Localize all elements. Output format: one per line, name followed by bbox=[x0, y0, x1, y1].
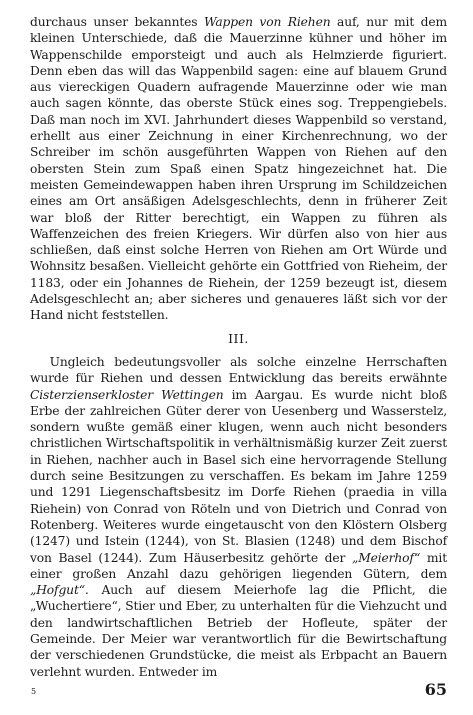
text-run: auf, nur mit dem kleinen Unterschiede, daß die Mauerzinne kühner und höher im Wappenschilde emporsteigt und auch als Helmzierde figuriert. Denn eben das will das Wappenbild sagen: eine auf blauem Grund aus viereckigen Quadern aufragende Mauerzinne oder wie man auch sagen könnte, das oberste Stück eines sog. Treppengiebels. Daß man noch im XVI. Jahrhundert dieses Wappenbild so verstand, erhellt aus einer Zeichnung in einer Kirchenrechnung, wo der Schreiber im schön ausgeführten Wappen von Riehen auf den obersten Stein zum Spaß einen Spatz hingezeichnet hat. Die meisten Gemeindewappen haben ihren Ursprung im Schildzeichen eines am Ort ansäßigen Adelsgeschlechts, denn in früherer Zeit war bloß der Ritter berechtigt, ein Wappen zu führen als Waffenzeichen des freien Kriegers. Wir dürfen also von hier aus schließen, daß einst solche Herren von Riehen am Ort Würde und Wohnsitz besaßen. Vielleicht gehörte ein Gottfried von Rieheim, der 1183, oder ein Johannes de Riehein, der 1259 bezeugt ist, diesem Adelsgeschlecht an; aber sicheres und genaueres läßt sich vor der Hand nicht feststellen. bbox=[30, 15, 448, 323]
text-run: . Auch auf diesem Meierhofe lag die Pflicht, die „Wuchertiere“, Stier und Eber, zu unterhalten für die Viehzucht und den landwirtschaftlichen Betrieb der Hofleute, später der Gemeinde. Der Meier war verantwortlich für die Bewirtschaftung der verschiedenen Grundstücke, die meist als Erbpacht an Bauern verlehnt wurden. Entweder im bbox=[30, 583, 447, 679]
text-run: Ungleich bedeutungsvoller als solche einzelne Herrschaften wurde für Riehen und dessen Entwicklung das bereits erwähnte bbox=[30, 354, 447, 386]
signature-mark: 5 bbox=[31, 687, 37, 696]
paragraph-1 bbox=[30, 14, 447, 324]
text-run: mit einer großen Anzahl dazu gehörigen liegenden Gütern, dem bbox=[30, 550, 448, 581]
body-text bbox=[30, 14, 447, 680]
text-run: durchaus unser bekanntes bbox=[30, 15, 204, 29]
text-run: im Aargau. Es wurde nicht bloß Erbe der zahlreichen Güter derer von Uesenberg und Wasserstelz, sondern wußte gemäß einer klugen, wenn auch nicht besonders christlichen Wirtschaftspolitik in verhältnismäßig kurzer Zeit zuerst in Riehen, nachher auch in Basel sich eine hervorragende Stellung durch seine Besitzungen zu verschaffen. Es bekam im Jahre 1259 und 1291 Liegenschaftsbesitz im Dorfe Riehen (praedia in villa Riehein) von Conrad von Röteln und von Dietrich und Conrad von Rotenberg. Weiteres wurde eingetauscht von den Klöstern Olsberg (1247) und Istein (1244), von St. Blasien (1248) und dem Bischof von Basel (1244). Zum Häuserbesitz gehörte der bbox=[30, 387, 447, 565]
italic-term-wappen: Wappen von Riehen bbox=[203, 15, 331, 29]
italic-term-meierhof: „Meierhof“ bbox=[351, 550, 421, 565]
paragraph-2 bbox=[30, 354, 447, 680]
italic-term-kloster: Cisterzienserkloster Wettingen bbox=[30, 387, 224, 402]
page-number: 65 bbox=[424, 680, 447, 699]
italic-term-hofgut: „Hofgut“ bbox=[30, 583, 85, 598]
section-heading: III. bbox=[228, 330, 249, 346]
